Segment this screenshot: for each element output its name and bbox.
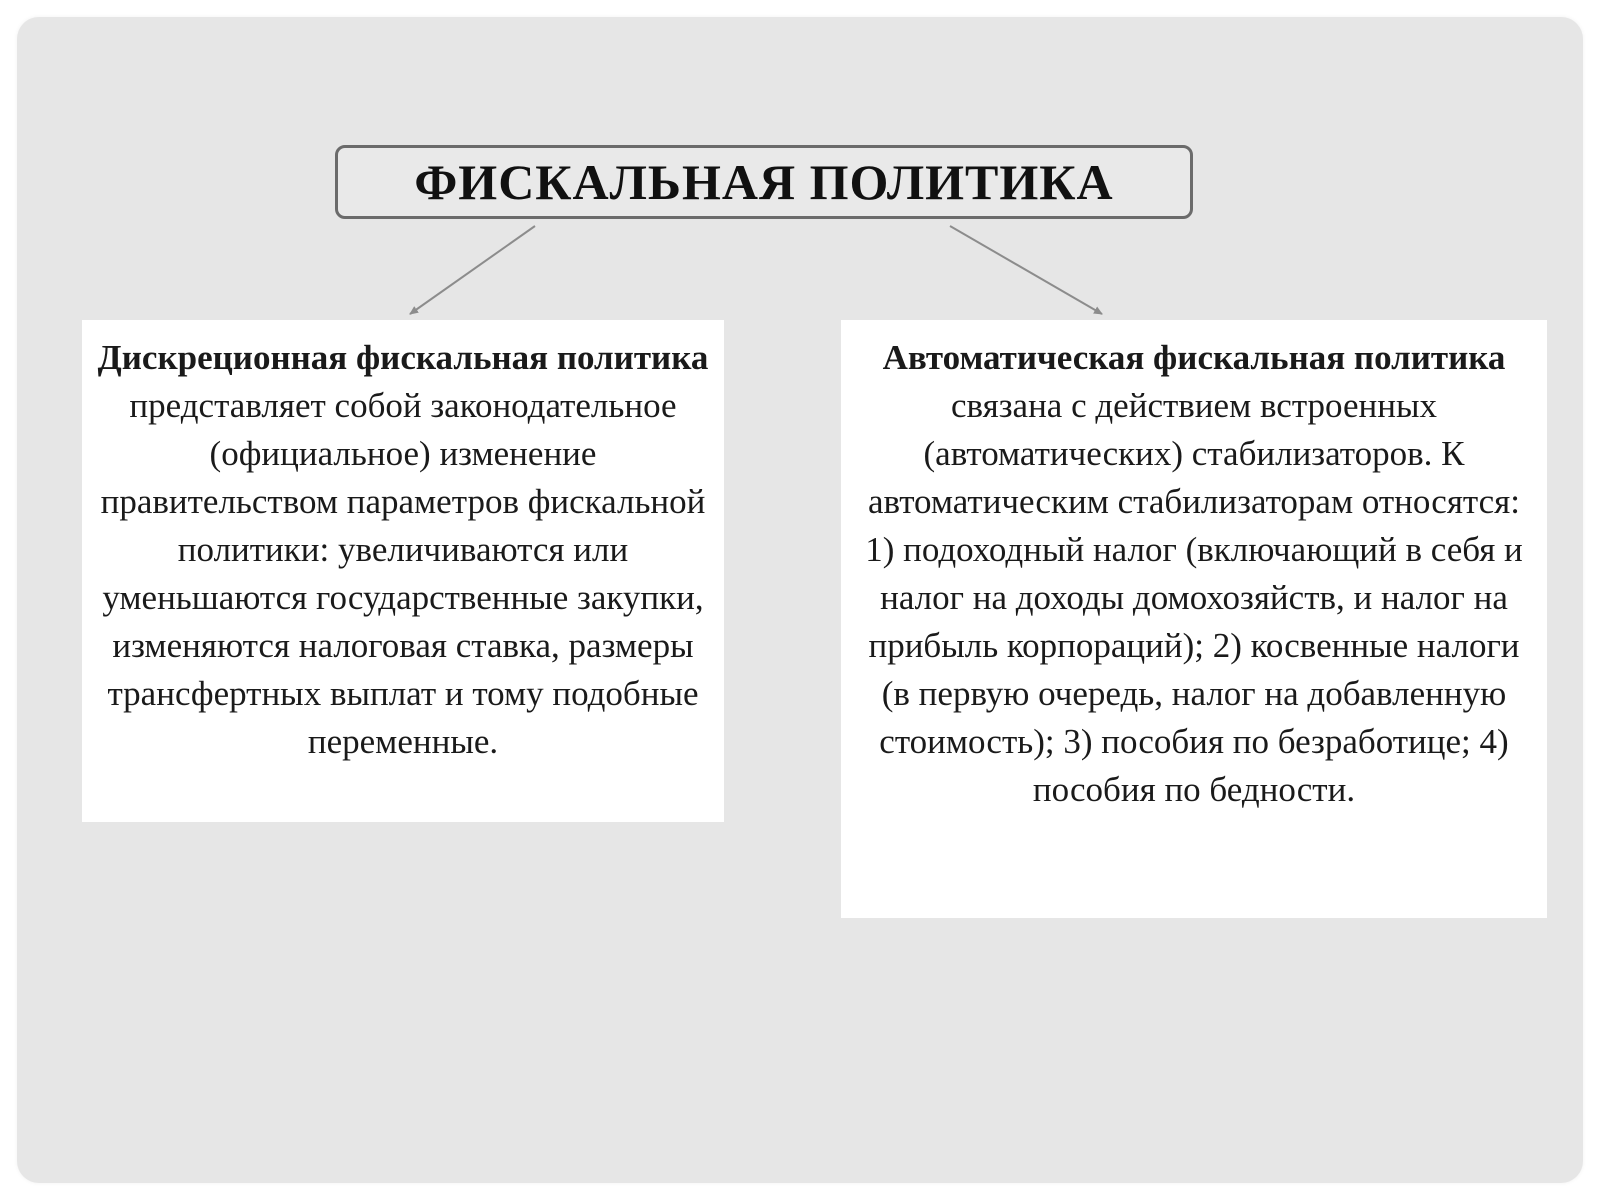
discretionary-description: представляет собой законодательное (официальное) изменение правительством параметров фискальной политики: увеличиваются или уменьшаются государственные закупки, изменяются налоговая ставка, размеры трансфертных выплат и тому подобные переменные. <box>100 386 706 761</box>
discretionary-policy-card <box>82 320 724 822</box>
automatic-term: Автоматическая фискальная политика <box>882 338 1506 377</box>
discretionary-term: Дискреционная фискальная политика <box>97 338 709 377</box>
title-box <box>335 145 1193 219</box>
automatic-description: связана с действием встроенных (автоматических) стабилизаторов. К автоматическим стабилизаторам относятся: 1) подоходный налог (включающий в себя и налог на доходы домохозяйств, и налог на прибыль корпораций); 2) косвенные налоги (в первую очередь, налог на добавленную стоимость); 3) пособия по безработице; 4) пособия по бедности. <box>865 386 1523 809</box>
title-text: ФИСКАЛЬНАЯ ПОЛИТИКА <box>414 154 1114 210</box>
automatic-policy-card <box>841 320 1547 918</box>
